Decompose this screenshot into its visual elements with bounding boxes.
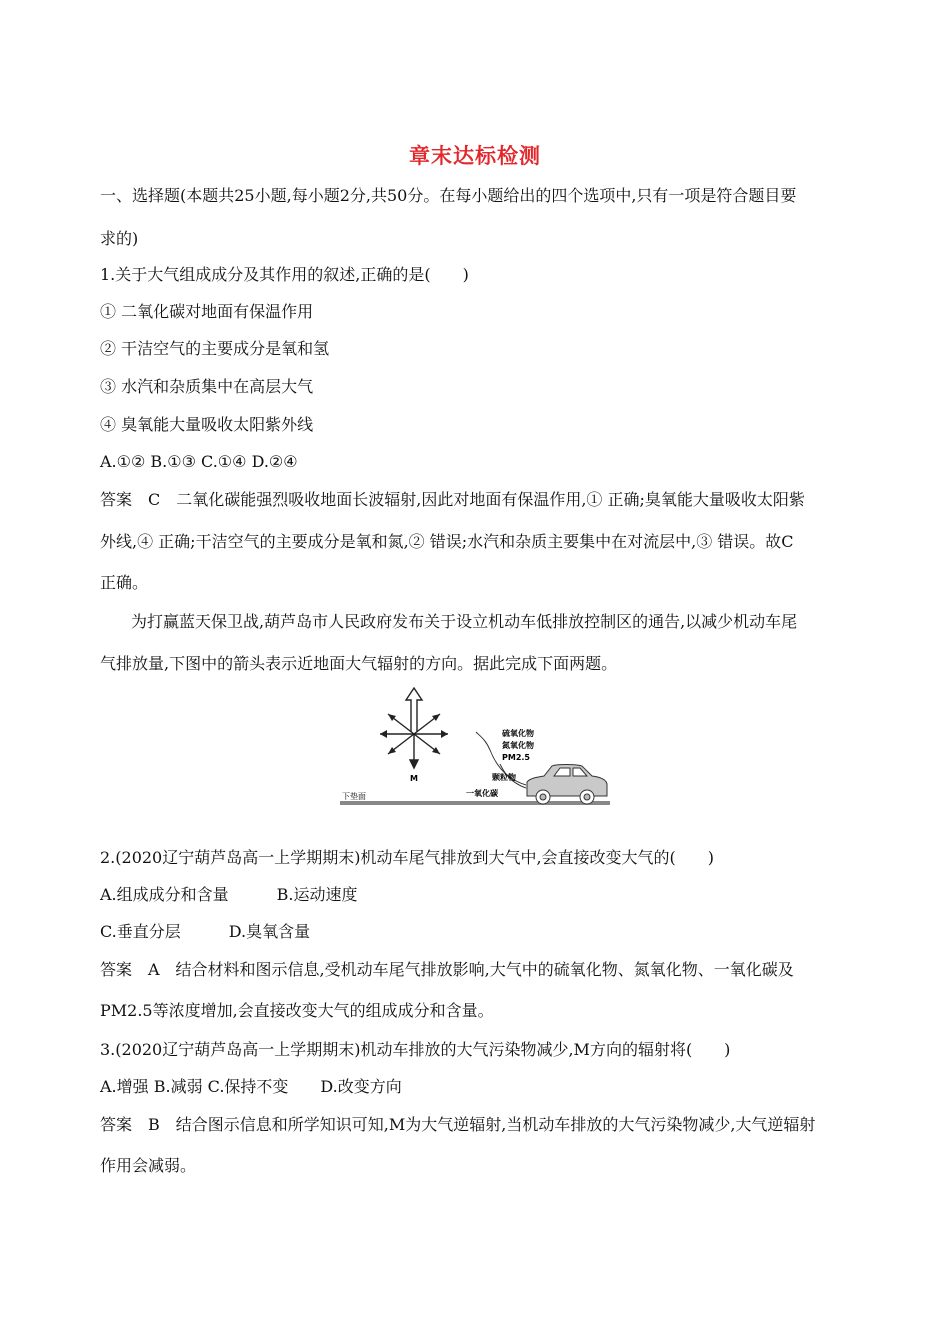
- q1-options: A.①② B.①③ C.①④ D.②④: [100, 452, 298, 471]
- question-1-stem: 1.关于大气组成成分及其作用的叙述,正确的是( ): [100, 265, 469, 284]
- car-icon: [527, 765, 607, 805]
- q1-answer-cont: 正确。: [100, 573, 149, 592]
- q2-options: C.垂直分层 D.臭氧含量: [100, 922, 311, 941]
- q1-item-1: ① 二氧化碳对地面有保温作用: [100, 302, 314, 321]
- sulfur-label: 硫氧化物: [502, 729, 534, 738]
- page-title: 章末达标检测: [409, 144, 541, 168]
- section-heading-cont: 求的): [100, 229, 139, 248]
- section-heading: 一、选择题(本题共25小题,每小题2分,共50分。在每小题给出的四个选项中,只有一项是符合题目要: [100, 186, 797, 205]
- q1-item-2: ② 干洁空气的主要成分是氧和氢: [100, 339, 330, 358]
- q3-answer: 答案 B 结合图示信息和所学知识可知,M为大气逆辐射,当机动车排放的大气污染物减少,大气逆辐射: [100, 1115, 816, 1134]
- radiation-arrows-icon: [380, 688, 448, 768]
- co-label: 一氧化碳: [466, 789, 498, 798]
- q1-item-3: ③ 水汽和杂质集中在高层大气: [100, 377, 314, 396]
- material-text-cont: 气排放量,下图中的箭头表示近地面大气辐射的方向。据此完成下面两题。: [100, 654, 618, 673]
- q2-answer-cont: PM2.5等浓度增加,会直接改变大气的组成成分和含量。: [100, 1001, 494, 1020]
- q1-answer: 答案 C 二氧化碳能强烈吸收地面长波辐射,因此对地面有保温作用,① 正确;臭氧能大量吸收太阳紫: [100, 490, 805, 509]
- m-label: M: [410, 774, 418, 783]
- q3-answer-cont: 作用会减弱。: [100, 1156, 197, 1175]
- pm-label: PM2.5: [502, 753, 530, 762]
- q3-options: A.增强 B.减弱 C.保持不变 D.改变方向: [100, 1077, 402, 1096]
- q1-answer-cont: 外线,④ 正确;干洁空气的主要成分是氧和氮,② 错误;水汽和杂质主要集中在对流层中,③ 错误。故C: [100, 532, 794, 551]
- radiation-diagram: [330, 684, 620, 814]
- nitrogen-label: 氮氧化物: [502, 741, 534, 750]
- material-text: 为打赢蓝天保卫战,葫芦岛市人民政府发布关于设立机动车低排放控制区的通告,以减少机动车尾: [131, 612, 798, 631]
- particles-label: 颗粒物: [492, 773, 516, 782]
- q2-options: A.组成成分和含量 B.运动速度: [100, 885, 358, 904]
- question-2-stem: 2.(2020辽宁葫芦岛高一上学期期末)机动车尾气排放到大气中,会直接改变大气的( ): [100, 848, 715, 867]
- q2-answer: 答案 A 结合材料和图示信息,受机动车尾气排放影响,大气中的硫氧化物、氮氧化物、一氧化碳及: [100, 960, 794, 979]
- question-3-stem: 3.(2020辽宁葫芦岛高一上学期期末)机动车排放的大气污染物减少,M方向的辐射将( ): [100, 1040, 731, 1059]
- ground-label: 下垫面: [342, 792, 366, 801]
- q1-item-4: ④ 臭氧能大量吸收太阳紫外线: [100, 415, 314, 434]
